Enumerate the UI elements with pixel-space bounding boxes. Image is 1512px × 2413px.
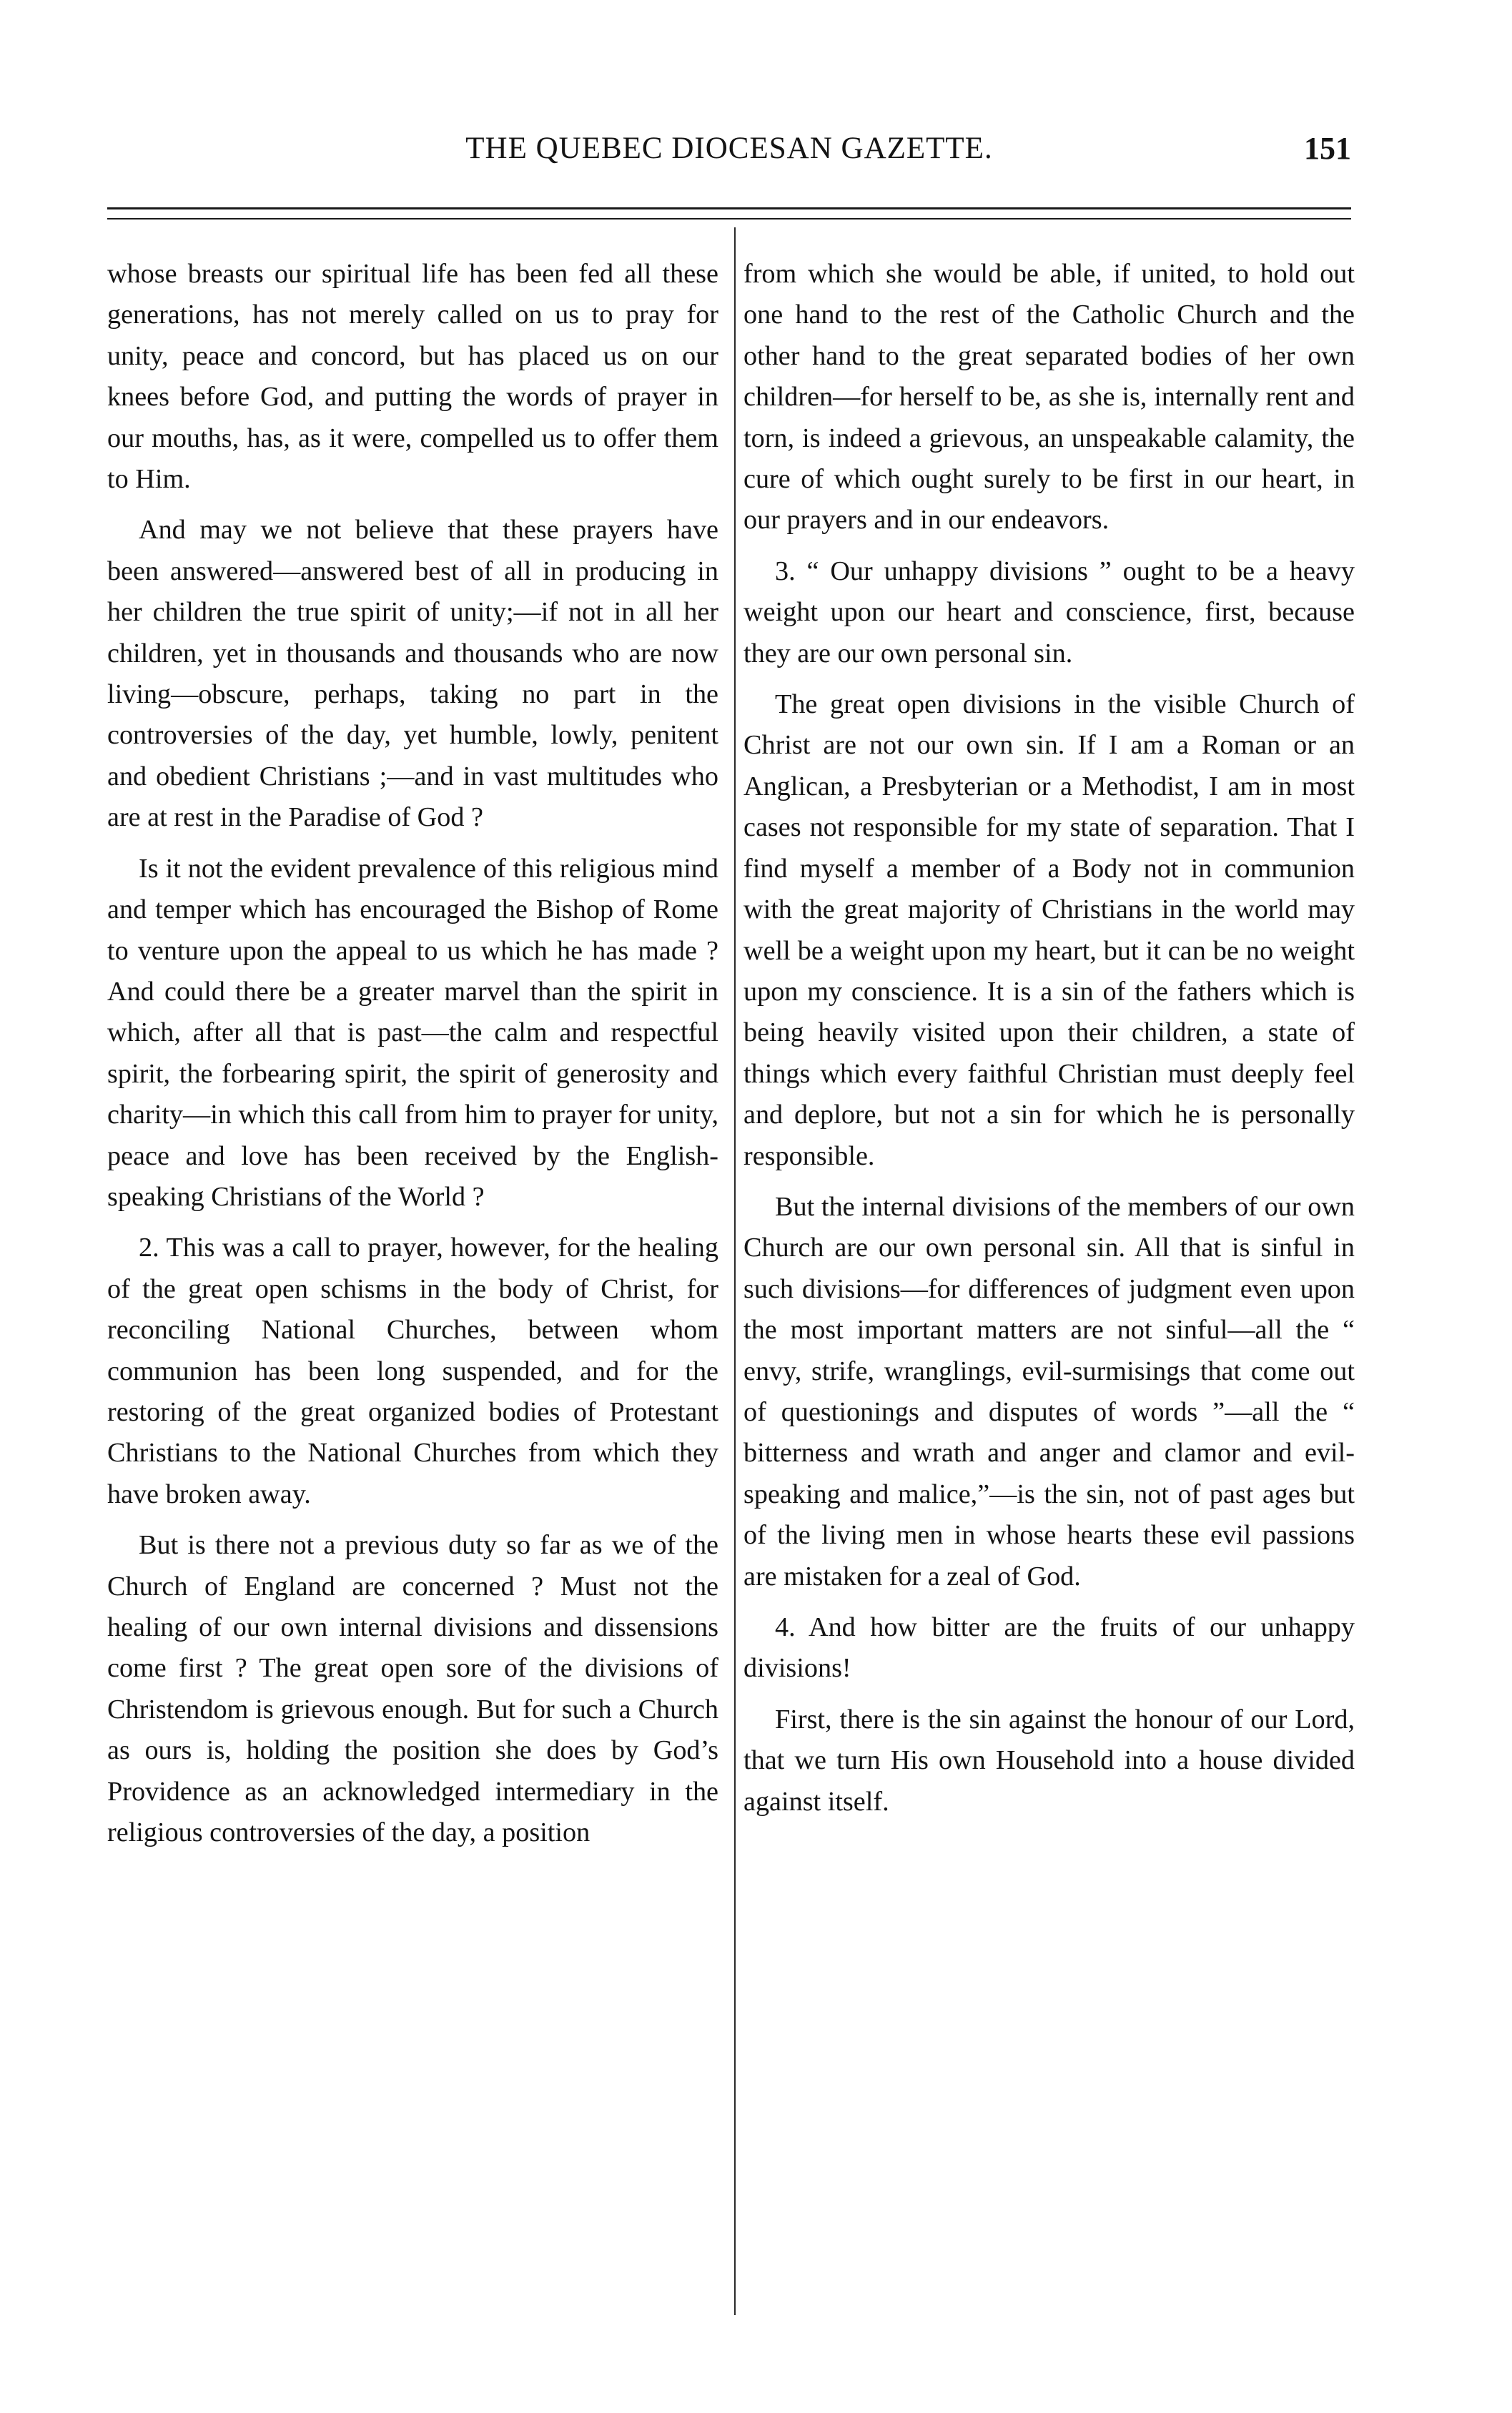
right-column <box>743 254 1355 1832</box>
running-header <box>107 127 1351 184</box>
paragraph: 4. And how bitter are the fruits of our unhappy divisions! <box>743 1612 1355 1684</box>
paragraph: 3. “ Our unhappy divisions ” ought to be a heavy weight upon our heart and conscience, first, because they are our own personal sin. <box>743 556 1355 668</box>
paragraph: 2. This was a call to prayer, however, for the healing of the great open schisms in the body of Christ, for reconciling National Churches, between whom communion has been long suspended, and for the restoring of the great organized bodies of Protestant Christians to the National Churches from which they have broken away. <box>107 1233 718 1509</box>
left-column <box>107 254 718 1863</box>
header-rule-thin <box>107 218 1351 219</box>
paragraph: from which she would be able, if united, to hold out one hand to the rest of the Catholic Church and the other hand to the great separated bodies of her own children—for herself to be, as she is, internally rent and torn, is indeed a grievous, an unspeakable calamity, the cure of which ought surely to be first in our heart, in our prayers and in our endeavors. <box>743 259 1355 536</box>
paragraph: Is it not the evident prevalence of this religious mind and temper which has encouraged the Bishop of Rome to venture upon the appeal to us which he has made ? And could there be a greater marvel than the spirit in which, after all that is past—the calm and respectful spirit, the forbearing spirit, the spirit of generosity and charity—in which this call from him to prayer for unity, peace and love has been received by the English-speaking Christians of the World ? <box>107 853 718 1212</box>
paragraph: But the internal divisions of the members of our own Church are our own personal sin. All that is sinful in such divisions—for differences of judgment even upon the most important matters are not sinful—all the “ envy, strife, wranglings, evil-surmisings that come out of questionings and disputes of words ”—all the “ bitterness and wrath and anger and clamor and evil-speaking and malice,”—is the sin, not of past ages but of the living men in whose hearts these evil passions are mistaken for a zeal of God. <box>743 1191 1355 1592</box>
column-divider <box>734 227 736 2315</box>
paragraph: First, there is the sin against the honour of our Lord, that we turn His own Household into a house divided against itself. <box>743 1704 1355 1817</box>
paragraph: whose breasts our spiritual life has been fed all these generations, has not merely called on us to pray for unity, peace and concord, but has placed us on our knees before God, and putting the words of prayer in our mouths, has, as it were, compelled us to offer them to Him. <box>107 259 718 495</box>
publication-title: THE QUEBEC DIOCESAN GAZETTE. <box>465 132 993 165</box>
header-rule-thick <box>107 207 1351 209</box>
page-number: 151 <box>1304 131 1351 166</box>
paragraph: The great open divisions in the visible Church of Christ are not our own sin. If I am a Roman or an Anglican, a Presbyterian or a Methodist, I am in most cases not responsible for my state of separation. That I find myself a member of a Body not in communion with the great majority of Christians in the world may well be a weight upon my heart, but it can be no weight upon my conscience. It is a sin of the fathers which is being heavily visited upon their children, a state of things which every faithful Christian must deeply feel and deplore, but not a sin for which he is personally responsible. <box>743 689 1355 1171</box>
paragraph: And may we not believe that these prayers have been answered—answered best of all in producing in her children the true spirit of unity;—if not in all her children, yet in thousands and thousands who are now living—obscure, perhaps, taking no part in the controversies of the day, yet humble, lowly, penitent and obedient Christians ;—and in vast multitudes who are at rest in the Paradise of God ? <box>107 515 718 833</box>
paragraph: But is there not a previous duty so far as we of the Church of England are concerned ? Must not the healing of our own internal divisions and dissensions come first ? The great open sore of the divisions of Christendom is grievous enough. But for such a Church as ours is, holding the position she does by God’s Providence as an acknowledged intermediary in the religious controversies of the day, a position <box>107 1530 718 1848</box>
